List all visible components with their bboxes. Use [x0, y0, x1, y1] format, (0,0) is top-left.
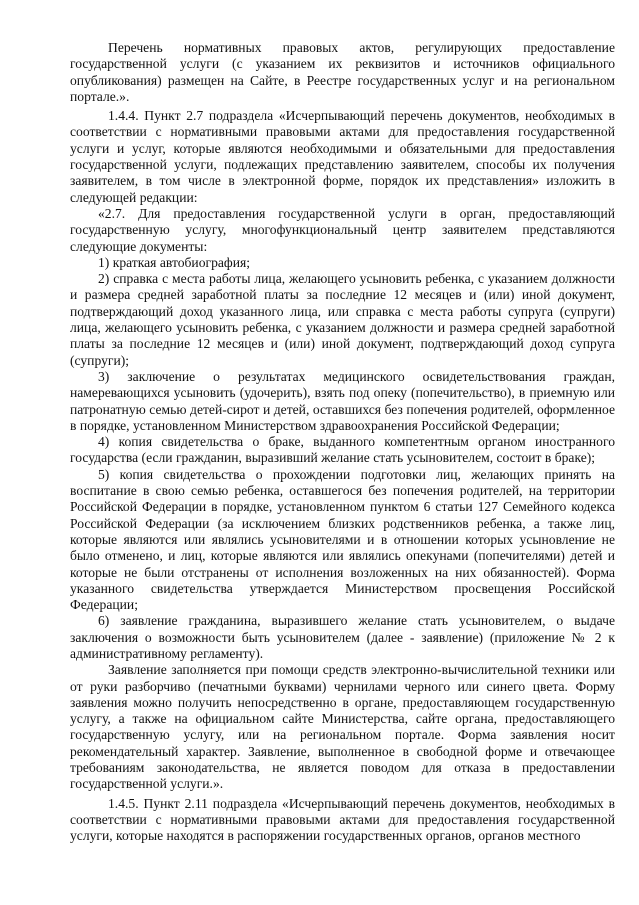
- paragraph-legal-acts-list: Перечень нормативных правовых актов, регулирующих предоставление государственной услуги (с указанием их реквизитов и источников официального опубликования) размещен на Сайте, в Реестре государственных услуг и на региональном портале.».: [70, 40, 615, 104]
- paragraph-1-4-4: 1.4.4. Пункт 2.7 подраздела «Исчерпывающий перечень документов, необходимых в соответствии с нормативными правовыми актами для предоставления государственной услуги и услуг, которые являются необходимыми и обязательными для предоставления государственной услуги, подлежащих представлению заявителем, способы их получения заявителем, в том числе в электронной форме, порядок их представления» изложить в следующей редакции:: [70, 108, 615, 205]
- paragraph-application-form: Заявление заполняется при помощи средств электронно-вычислительной техники или от руки разборчиво (печатными буквами) чернилами черного или синего цвета. Форму заявления можно получить непосредственно в органе, предоставляющем государственную услугу, а также на официальном сайте Министерства, сайте органа, предоставляющего государственную услугу, или на региональном портале. Форма заявления носит рекомендательный характер. Заявление, выполненное в свободной форме и отвечающее требованиям законодательства, не является поводом для отказа в предоставлении государственной услуги.».: [70, 662, 615, 792]
- list-item-3: 3) заключение о результатах медицинского освидетельствования граждан, намеревающихся усыновить (удочерить), взять под опеку (попечительство), в приемную или патронатную семью детей-сирот и детей, оставшихся без попечения родителей, оформленное в порядке, установленном Министерством здравоохранения Российской Федерации;: [70, 368, 615, 433]
- list-item-2: 2) справка с места работы лица, желающего усыновить ребенка, с указанием должности и размера средней заработной платы за последние 12 месяцев и (или) иной документ, подтверждающий доход указанного лица, или справка с места работы супруга (супруги) лица, желающего усыновить ребенка, с указанием должности и размера средней заработной платы за последние 12 месяцев и (или) иной документ, подтверждающий доход супруга (супруги);: [70, 271, 615, 368]
- list-item-6: 6) заявление гражданина, выразившего желание стать усыновителем, о выдаче заключения о возможности быть усыновителем (далее - заявление) (приложение № 2 к административному регламенту).: [70, 613, 615, 661]
- paragraph-2-7: «2.7. Для предоставления государственной услуги в орган, предоставляющий государственную услугу, многофункциональный центр заявителем представляются следующие документы:: [70, 205, 615, 254]
- list-item-4: 4) копия свидетельства о браке, выданного компетентным органом иностранного государства (если гражданин, выразивший желание стать усыновителем, состоит в браке);: [70, 434, 615, 466]
- paragraph-1-4-5: 1.4.5. Пункт 2.11 подраздела «Исчерпывающий перечень документов, необходимых в соответствии с нормативными правовыми актами для предоставления государственной услуги, которые находятся в распоряжении государственных органов, органов местного: [70, 795, 615, 844]
- document-body: [70, 40, 615, 845]
- list-item-1: 1) краткая автобиография;: [98, 254, 251, 270]
- list-item-5: 5) копия свидетельства о прохождении подготовки лиц, желающих принять на воспитание в свою семью ребенка, оставшегося без попечения родителей, на территории Российской Федерации в порядке, установленном пунктом 6 статьи 127 Семейного кодекса Российской Федерации (за исключением близких родственников ребенка, а также лиц, которые являются или являлись усыновителями и в отношении которых усыновление не было отменено, и лиц, которые являются или являлись опекунами (попечителями) детей и которые не были отстранены от исполнения возложенных на них обязанностей). Форма указанного свидетельства утверждается Министерством просвещения Российской Федерации;: [70, 466, 615, 613]
